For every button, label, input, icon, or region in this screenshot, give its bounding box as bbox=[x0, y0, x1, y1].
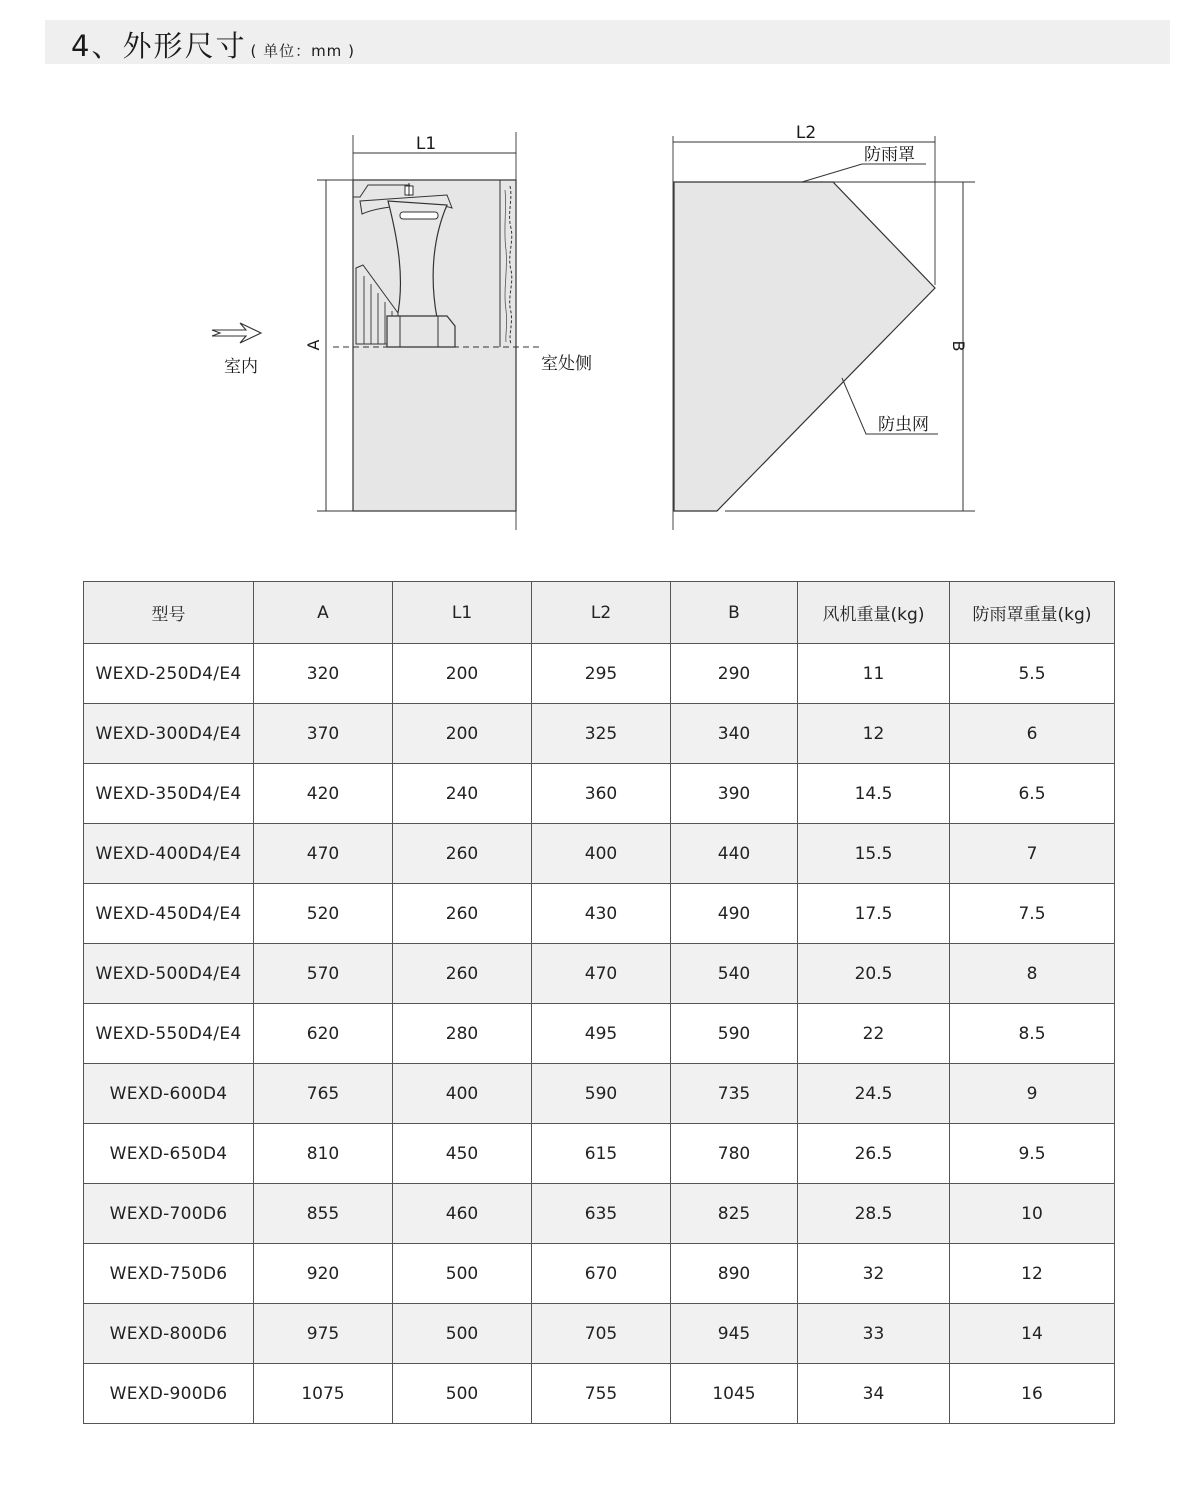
airflow-arrow-icon bbox=[212, 323, 261, 343]
header-a: A bbox=[254, 582, 393, 644]
cell-b: 945 bbox=[671, 1304, 798, 1364]
cell-b: 735 bbox=[671, 1064, 798, 1124]
dim-l1-label: L1 bbox=[415, 134, 437, 154]
cell-fan-weight: 22 bbox=[798, 1004, 950, 1064]
cell-b: 1045 bbox=[671, 1364, 798, 1424]
cell-hood-weight: 8.5 bbox=[950, 1004, 1115, 1064]
cell-l1: 260 bbox=[393, 884, 532, 944]
cell-b: 490 bbox=[671, 884, 798, 944]
cell-fan-weight: 20.5 bbox=[798, 944, 950, 1004]
cell-l1: 260 bbox=[393, 944, 532, 1004]
rain-hood-body bbox=[674, 182, 935, 511]
dim-l2-label: L2 bbox=[795, 123, 817, 143]
cell-model: WEXD-750D6 bbox=[84, 1244, 254, 1304]
cell-model: WEXD-250D4/E4 bbox=[84, 644, 254, 704]
cell-b: 590 bbox=[671, 1004, 798, 1064]
cell-b: 890 bbox=[671, 1244, 798, 1304]
cell-model: WEXD-700D6 bbox=[84, 1184, 254, 1244]
cell-fan-weight: 15.5 bbox=[798, 824, 950, 884]
cell-fan-weight: 11 bbox=[798, 644, 950, 704]
cell-model: WEXD-900D6 bbox=[84, 1364, 254, 1424]
motor-base bbox=[387, 316, 455, 347]
header-l2: L2 bbox=[532, 582, 671, 644]
cell-l1: 280 bbox=[393, 1004, 532, 1064]
table-row bbox=[84, 944, 1115, 1004]
cell-fan-weight: 34 bbox=[798, 1364, 950, 1424]
cell-a: 570 bbox=[254, 944, 393, 1004]
cell-fan-weight: 33 bbox=[798, 1304, 950, 1364]
cell-l2: 615 bbox=[532, 1124, 671, 1184]
cell-hood-weight: 9 bbox=[950, 1064, 1115, 1124]
cell-fan-weight: 32 bbox=[798, 1244, 950, 1304]
insect-screen-label: 防虫网 bbox=[878, 415, 929, 435]
cell-b: 340 bbox=[671, 704, 798, 764]
table-row bbox=[84, 704, 1115, 764]
header-hood-weight: 防雨罩重量(kg) bbox=[950, 582, 1115, 644]
cell-model: WEXD-450D4/E4 bbox=[84, 884, 254, 944]
cell-a: 765 bbox=[254, 1064, 393, 1124]
header-model: 型号 bbox=[84, 582, 254, 644]
header-fan-weight: 风机重量(kg) bbox=[798, 582, 950, 644]
cell-b: 390 bbox=[671, 764, 798, 824]
cell-a: 420 bbox=[254, 764, 393, 824]
cell-l2: 325 bbox=[532, 704, 671, 764]
cell-hood-weight: 14 bbox=[950, 1304, 1115, 1364]
cell-fan-weight: 28.5 bbox=[798, 1184, 950, 1244]
cell-model: WEXD-300D4/E4 bbox=[84, 704, 254, 764]
cell-hood-weight: 7.5 bbox=[950, 884, 1115, 944]
cell-fan-weight: 12 bbox=[798, 704, 950, 764]
cell-b: 780 bbox=[671, 1124, 798, 1184]
indoor-label: 室内 bbox=[224, 357, 258, 377]
cell-b: 290 bbox=[671, 644, 798, 704]
cell-l1: 500 bbox=[393, 1244, 532, 1304]
table-row bbox=[84, 1304, 1115, 1364]
cell-l2: 635 bbox=[532, 1184, 671, 1244]
unit-note: ( 单位：mm ) bbox=[250, 42, 355, 60]
cell-l1: 200 bbox=[393, 704, 532, 764]
header-b: B bbox=[671, 582, 798, 644]
cell-hood-weight: 9.5 bbox=[950, 1124, 1115, 1184]
rain-hood-label: 防雨罩 bbox=[864, 145, 915, 165]
rain-hood-leader bbox=[802, 164, 926, 182]
cell-model: WEXD-400D4/E4 bbox=[84, 824, 254, 884]
cell-a: 320 bbox=[254, 644, 393, 704]
cell-l1: 450 bbox=[393, 1124, 532, 1184]
table-body bbox=[84, 644, 1115, 1424]
cell-l2: 590 bbox=[532, 1064, 671, 1124]
cell-b: 440 bbox=[671, 824, 798, 884]
cell-model: WEXD-550D4/E4 bbox=[84, 1004, 254, 1064]
dim-a-label: A bbox=[304, 339, 323, 351]
cell-a: 620 bbox=[254, 1004, 393, 1064]
table-row bbox=[84, 884, 1115, 944]
cell-fan-weight: 14.5 bbox=[798, 764, 950, 824]
cell-b: 540 bbox=[671, 944, 798, 1004]
cell-l1: 400 bbox=[393, 1064, 532, 1124]
cell-a: 470 bbox=[254, 824, 393, 884]
table-row bbox=[84, 1364, 1115, 1424]
table-row bbox=[84, 824, 1115, 884]
cell-hood-weight: 10 bbox=[950, 1184, 1115, 1244]
cell-a: 975 bbox=[254, 1304, 393, 1364]
cell-l2: 495 bbox=[532, 1004, 671, 1064]
cell-l2: 295 bbox=[532, 644, 671, 704]
table-header-row bbox=[84, 582, 1115, 644]
cell-a: 810 bbox=[254, 1124, 393, 1184]
cell-a: 370 bbox=[254, 704, 393, 764]
motor-slot bbox=[400, 212, 438, 219]
dimension-diagram bbox=[0, 0, 1200, 560]
cell-a: 1075 bbox=[254, 1364, 393, 1424]
table-row bbox=[84, 1004, 1115, 1064]
cell-l1: 200 bbox=[393, 644, 532, 704]
table-row bbox=[84, 1244, 1115, 1304]
cell-model: WEXD-350D4/E4 bbox=[84, 764, 254, 824]
outdoor-label: 室处侧 bbox=[541, 354, 592, 374]
fan-side-view bbox=[212, 132, 592, 530]
cell-model: WEXD-650D4 bbox=[84, 1124, 254, 1184]
cell-a: 520 bbox=[254, 884, 393, 944]
cell-model: WEXD-600D4 bbox=[84, 1064, 254, 1124]
table-row bbox=[84, 1124, 1115, 1184]
cell-hood-weight: 12 bbox=[950, 1244, 1115, 1304]
cell-l1: 460 bbox=[393, 1184, 532, 1244]
cell-hood-weight: 8 bbox=[950, 944, 1115, 1004]
cell-l2: 705 bbox=[532, 1304, 671, 1364]
cell-hood-weight: 5.5 bbox=[950, 644, 1115, 704]
table-row bbox=[84, 1184, 1115, 1244]
cell-model: WEXD-800D6 bbox=[84, 1304, 254, 1364]
cell-hood-weight: 6 bbox=[950, 704, 1115, 764]
cell-hood-weight: 16 bbox=[950, 1364, 1115, 1424]
header-l1: L1 bbox=[393, 582, 532, 644]
cell-l2: 400 bbox=[532, 824, 671, 884]
cell-l1: 240 bbox=[393, 764, 532, 824]
cell-fan-weight: 26.5 bbox=[798, 1124, 950, 1184]
cell-l1: 260 bbox=[393, 824, 532, 884]
cell-l1: 500 bbox=[393, 1304, 532, 1364]
cell-a: 920 bbox=[254, 1244, 393, 1304]
cell-hood-weight: 7 bbox=[950, 824, 1115, 884]
cell-b: 825 bbox=[671, 1184, 798, 1244]
table-row bbox=[84, 764, 1115, 824]
spec-table bbox=[83, 581, 1115, 1424]
rain-hood-view bbox=[673, 123, 975, 530]
cell-l2: 360 bbox=[532, 764, 671, 824]
dim-b-label: B bbox=[949, 340, 968, 352]
table-row bbox=[84, 1064, 1115, 1124]
cell-l1: 500 bbox=[393, 1364, 532, 1424]
cell-fan-weight: 17.5 bbox=[798, 884, 950, 944]
cell-a: 855 bbox=[254, 1184, 393, 1244]
section-title-text: 4、外形尺寸 bbox=[71, 29, 247, 63]
cell-model: WEXD-500D4/E4 bbox=[84, 944, 254, 1004]
cell-l2: 755 bbox=[532, 1364, 671, 1424]
cell-l2: 470 bbox=[532, 944, 671, 1004]
cell-l2: 430 bbox=[532, 884, 671, 944]
cell-hood-weight: 6.5 bbox=[950, 764, 1115, 824]
table-row bbox=[84, 644, 1115, 704]
cell-fan-weight: 24.5 bbox=[798, 1064, 950, 1124]
cell-l2: 670 bbox=[532, 1244, 671, 1304]
